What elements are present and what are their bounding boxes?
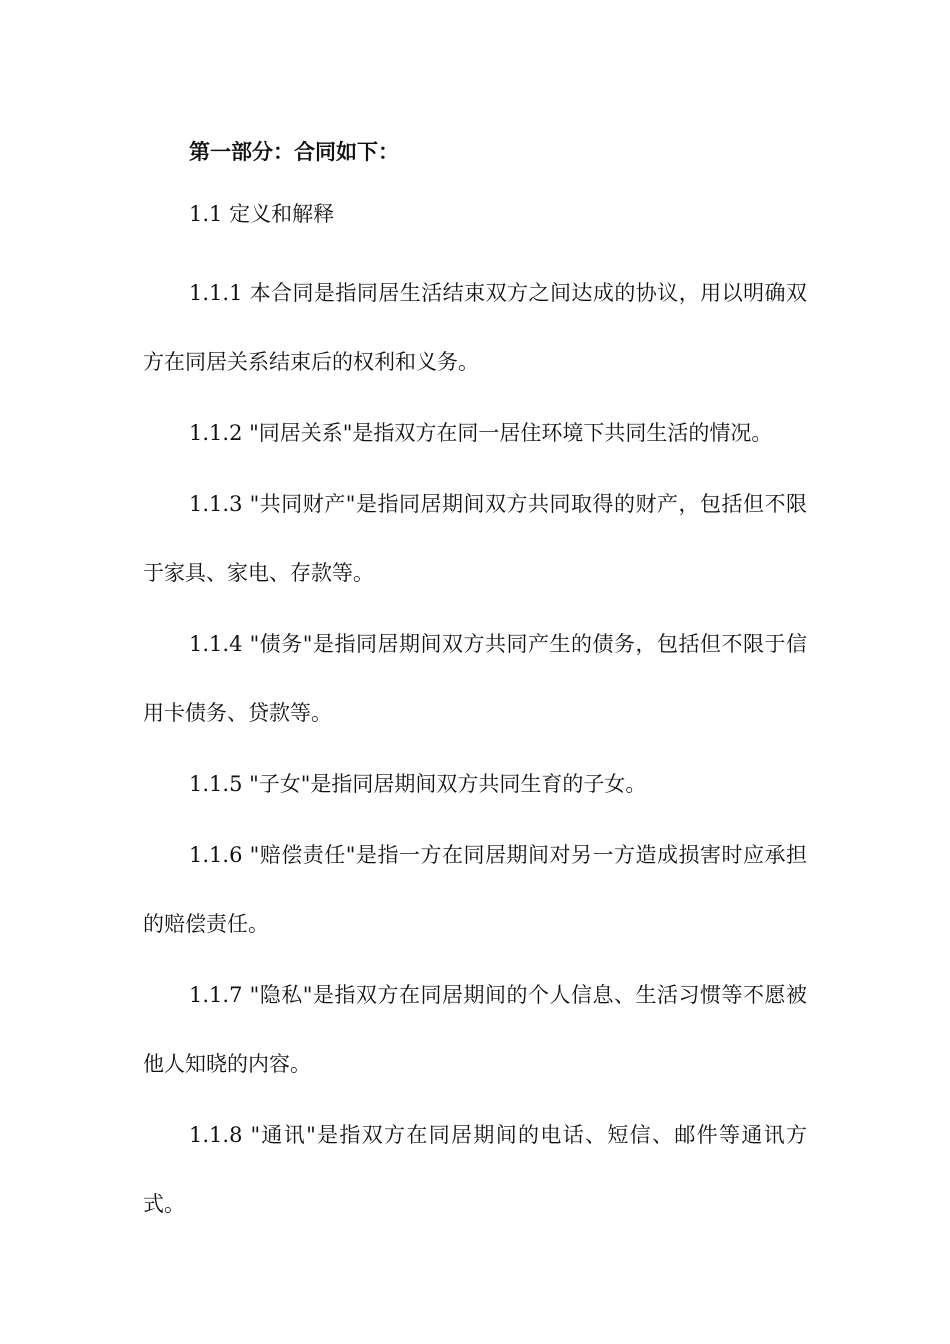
clause-1-1-3: 1.1.3 "共同财产"是指同居期间双方共同取得的财产，包括但不限于家具、家电、存款等。 (143, 492, 807, 585)
clause-1-1-7: 1.1.7 "隐私"是指双方在同居期间的个人信息、生活习惯等不愿被他人知晓的内容。 (143, 983, 807, 1076)
clause-1-1-6: 1.1.6 "赔偿责任"是指一方在同居期间对另一方造成损害时应承担的赔偿责任。 (143, 843, 807, 936)
clause-1-1-2: 1.1.2 "同居关系"是指双方在同一居住环境下共同生活的情况。 (189, 421, 773, 445)
clause-1-1-5: 1.1.5 "子女"是指同居期间双方共同生育的子女。 (189, 772, 647, 796)
clause-1-1-8: 1.1.8 "通讯"是指双方在同居期间的电话、短信、邮件等通讯方式。 (143, 1123, 807, 1216)
document-body (143, 128, 807, 1241)
section-title: 1.1 定义和解释 (189, 202, 335, 226)
clause-1-1-1: 1.1.1 本合同是指同居生活结束双方之间达成的协议，用以明确双方在同居关系结束后的权利和义务。 (143, 281, 807, 374)
part-heading: 第一部分：合同如下： (189, 139, 399, 164)
clause-1-1-4: 1.1.4 "债务"是指同居期间双方共同产生的债务，包括但不限于信用卡债务、贷款等。 (143, 632, 807, 725)
